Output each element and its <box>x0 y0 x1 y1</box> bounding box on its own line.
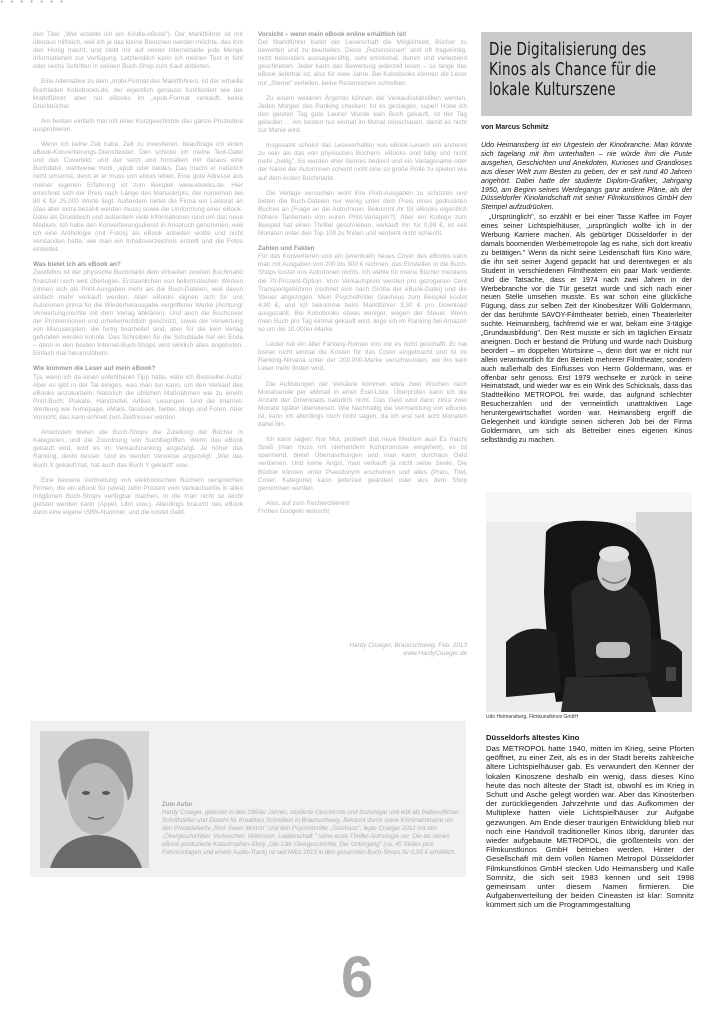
sidebar-title: Die Digitalisierung des Kinos als Chance für die lokale Kulturszene <box>489 40 657 100</box>
author-heading: Zum Autor <box>162 801 193 808</box>
paragraph: Eine bessere Verbreitung von elektronischen Büchern versprechen Firmen, die ein eBook für (etwa) zehn Prozent vom Verkaufserlös in allen möglichen Buch-Shops verfügbar machen, in die man nicht so leicht gelistet werden kann (Appel, Libri usw.). Allerdings braucht das eBook dann eine eigene ISBN-Nummer, und die kostet Geld. <box>33 476 243 516</box>
paragraph: Insgesamt scheint das Leseverhalten von eBook-Lesern ein anderes zu sein als das von physischen Büchern. eBooks sind billig und nicht mehr „heilig". Es werden eher Genres bedient und ein Verlagsname oder der Name der AutorInnen scheint nicht eine so große Rolle zu spielen wie auf dem ersten Buchmarkt. <box>258 142 467 182</box>
author-photo <box>40 731 149 868</box>
paragraph: Am besten einfach mal mit einer Kurzgeschichte das ganze Prozedere ausprobieren. <box>33 117 243 133</box>
page-number: 6 <box>341 945 374 1010</box>
paragraph: Die Verlage versuchen wohl ihre Print-Ausgaben zu schützen und bieten die Buch-Dateien nur wenig unter dem Preis eines gedruckten Buches an (Frage an die AutorInnen: Bekommt ihr für eBooks eigentlich höhere Tantiemen von euren Print-Verlagen?). Aber ein Kollege zum Beispiel hat einen Thriller geschrieben, verkauft ihn für 0,99 €, ist seit Monaten unter den Top 100 zu finden und verdient nicht schlecht. <box>258 189 467 238</box>
author-photo-illustration <box>40 731 149 868</box>
section-heading: Zahlen und Fakten <box>258 245 315 253</box>
paragraph: Leider hat ein älter Fantasy-Roman von mir es nicht geschafft. Er hat bisher nicht einmal die Kosten für das Cover eingebracht und ist im Ranking-Nirvana unter der 200.000-Marke verschwunden, wo ihn kein Leser mehr finden wird. <box>258 341 467 373</box>
photo-illustration <box>486 492 692 712</box>
header-cut-text: · · · · · · · <box>0 0 65 9</box>
signature-name: Hardy Crueger, Braunschweig, Feb. 2013 <box>349 642 467 649</box>
paragraph: Ansonsten bieten die Buch-Shops die Zuteilung der Bücher in Kategorien, und die Zuordnung von Suchbegriffen. Wenn das eBook gekauft wird, wird es im Verkaufsranking angezeigt. Je höher das Ranking, desto besser. Und es werden Verweise angezeigt: „Wer das Buch X gekauft hat, hat auch das Buch Y gekauft" usw. <box>33 429 243 469</box>
body-paragraph: „Ursprünglich", so erzählt er bei einer Tasse Kaffee im Foyer eines seiner Lichtspielhäuser, „ursprünglich wollte ich in der Werbung Karriere machen. Als gebürtiger Düsseldorfer in der damals boomenden Werbemetropole lag es nahe, sich dort kreativ zu betätigen." Wenn da nicht seine Leidenschaft fürs Kino wäre, die ihn seit seiner Jugend gepackt hat und derentwegen er als Student in verschiedenen Filmtheatern ein paar Mark verdiente. Und die Tatsache, dass er 1974 nach zwei Jahren in der Werbebranche vor die Tür gesetzt wurde und sich nach einer neuen Stelle umsehen musste. Es war schon eine glückliche Fügung, dass zur selben Zeit der Kinobesitzer Willi Goldermann, der das berühmte SAVOY-Filmtheater betrieb, einen Theaterleiter suchte. Heimansberg, fachfremd wie er war, bekam eine 3-tägige „Grundausbildung". Den Rest musste er sich im täglichen Einsatz aneignen. Doch er bestand die Prüfung und wurde nach Duisburg beordert – im doppelten Wortsinne –, denn dort war er nicht nur allein verantwortlich für den Betrieb mehrerer Filmtheater, sondern auch außerhalb des Einflusses von Herrn Goldermann, was er offenbar sehr genoss. Erst 1979 wechselte er zurück in seine Heimatstadt, und wieder war es ein Wink des Schicksals, dass das Stadtteilkino METROPOL frei wurde, das aufgrund schlechter Besucherzahlen und der vermeintlich unattraktiven Lage heruntergewirtschaftet worden war. Heimansberg ergriff die Gelegenheit und kündigte seinen sicheren Job bei der Firma Goldermann, um sich als Betreiber eines eigenen Kinos selbständig zu machen. <box>481 213 692 444</box>
paragraph: Ich kann sagen: Nur Mut, probiert das neue Medium aus! Es macht Spaß (man muss mit niemandem Kompromisse eingehen), es ist spannend, bietet Überraschungen und man kann durchaus Geld verdienen. Und keine Angst, man verkauft ja nicht seine Seele. Die Bücher können unter Pseudonym erscheinen und alles (Preis, Titel, Cover, Kategorie) kann jederzeit geändert oder aus dem Shop genommen werden. <box>258 436 467 492</box>
section-heading: Vorsicht – wenn mein eBook online erhältlich ist! <box>258 31 407 38</box>
paragraph: Also, auf zum Recherchieren! Frohes Googeln wünscht <box>258 499 350 515</box>
paragraph: Tja, wenn ich da einen unfehlbaren Tipp hätte, wäre ich Bestseller-Autor. Aber es gibt in der Tat einiges, was man tun kann, um den Verkauf des eBooks anzukurbeln. Natürlich die üblichen Maßnahmen wie zu einem Print-Buch: Plakate, Handzettel, Artikel, Lesungen. Und die Internet-Werbung wie homepage, eMails, facebook, twitter, blogs und Foren. Aber Vorsicht, das kann schnell zum Zeitfresser werden. <box>33 373 243 422</box>
author-text: Hardy Crueger, geboren in den 1960er Jahren, studierte Geschichte und Soziologie und lebt als freiberuflicher Schriftsteller und Dozent für Kreatives Schreiben in Braunschweig. Bekannt durch seine Kriminalromane um den Privatdetektiv „Rick Xaver Morton" und den Psychothriller „Glashaus", legte Crueger 2012 mit den „Ökergeschichten: Verbrechen. Wahnsinn. Leidenschaft." seine erste Thriller-Anthologie vor. Die als reines eBook produzierte Katastrophen-Story „Die 13te Okergeschichte: Der Untergang" (ca. 45 Seiten plus Fotomontagen und einem Audio-Track) ist seit März 2013 in den genannten Buch-Shops für 0,99 € erhältlich. <box>162 809 459 856</box>
intro-paragraph: Udo Heimansberg ist ein Urgestein der Kinobranche. Man könnte sich tagelang mit ihm unterhalten – nie würde ihm die Puste ausgehen, Geschichten und Anekdoten, Kurioses und Grandioses aus dieser Welt zum Besten zu geben, der er seit rund 40 Jahren angehört. Dabei hatte der studierte Diplom-Grafiker, Jahrgang 1950, am Beginn seines Werdegangs ganz andere Pläne, als der Düsseldorfer Kinolandschaft mit seiner Filmkunstkinos GmbH den Stempel aufzudrücken. <box>481 141 692 212</box>
sidebar-title-box <box>481 32 692 116</box>
paragraph: Wenn ich keine Zeit habe, Zeit zu investieren, beauftrage ich einen eBook-Konvertierungs-Dienstleister. Den schicke ich meine Text-Datei und das Coverbild, und der setzt und formatiert mir daraus eine Buchdatei, wahlweise mobi, „epub oder beides. Das macht er natürlich nicht umsonst, denn er er muss von etwas leben. Eine gute Adresse aus meiner eigenen Erfahrung ist zum Beispiel www.ebokks.de. Hier errechnet sich der Preis nach Länge des Manuskripts, der nomeman bei 80 € für 25.000 Worte liegt. Außerdem bietet die Firma ein Lektorat an (das aber extra bezahlt werden muss) sowie die Umformung einer eBook-Datei als Druckbuch und außerdem viele Informationen rund um das neue Medium. Ich habe den Konvertierungsdienst in Anspruch genommen, weil ich eine Anthologie (mit Fotos) als eBook anbieten wollte und nicht verstanden hatte, wie man ein Inhaltsverzeichnis erstellt und die Fotos einbettet. <box>33 141 243 254</box>
signature-url: www.HardyCrueger.de <box>402 650 467 658</box>
paragraph: Eine Alternative zu dem „mobi-Format des Marktführers, ist der virtuelle Buchladen Kobobooks.de, der eigentlich genauso funktioniert wie der Marktführer, aber nur eBooks im „epub-Format verkauft, keine Druckbücher. <box>33 78 243 110</box>
article-column-left <box>33 31 243 524</box>
body-paragraph-2: Das METROPOL hatte 1940, mitten im Krieg, seine Pforten geöffnet, zu einer Zeit, als es in der Stadt bereits zahlreiche ältere Lichtspielhäuser gab. Es verwundert den Kenner der lokalen Kinoszene deshalb ein wenig, dass dieses Kino heute das noch älteste der Stadt ist, obwohl es im Krieg in Schutt und Asche gelegt worden war. Aber das Kinosterben der zurückliegenden Jahrzehnte und das Aufkommen der Multiplexe hatten viele Lichtspielhäuser zur Aufgabe gezwungen. Am Ende dieser traurigen Entwicklung blieb nur noch eine Handvoll traditioneller Kinos übrig, darunter das wieder aufgebaute METROPOL, die größtenteils von der Filmkunstkinos GmbH betrieben werden. Hinter der Gesellschaft mit dem vollen Namen Metropol Düsseldorfer Filmkunstkinos GmbH stecken Udo Heimansberg und Kalle Somnitz, die sich seit 1983 kennen und seit 1998 gemeinsam unter diesem Namen firmieren. Die Aufgabenverteilung der beiden Cineasten ist klar: Somnitz kümmert sich um die Programmgestaltung <box>486 744 694 910</box>
section-heading: Was bietet ich als eBook an? <box>33 261 121 269</box>
photo-caption: Udo Heimansberg, Filmkunstkinos GmbH <box>486 714 578 720</box>
article-column-middle <box>258 31 467 523</box>
author-bio <box>162 801 462 857</box>
paragraph: Für das Konvertieren und ein (eventuell) neues Cover des eBooks kann man mit Ausgaben von 200 bis 300 € rechnen, das Einstellen in die Buch-Shops kostet uns AutorInnen nichts. Ich wähle für meine Bücher meistens die 70-Prozent-Option. Vom Verkaufspreis werden pro gezogenen Cent Transportgebühren (rechnet sich nach Größe der eBook-Datei) und die Steuer abgezogen. Mein Psychothriller Glashaus zum Beispiel kostet 4,90 €, und ich bekomme beim Marktführer 3,30 € pro Download ausgezahlt. Bei Kobobooks etwas weniger, wegen der Steuer. Wenn mein Buch pro Tag einmal gekauft wird, liege ich im Ranking bei Amazon so um die 10.000er-Marke. <box>258 253 467 334</box>
paragraph: Der Marktführer bietet der Leserschaft die Möglichkeit, Bücher zu bewerten und zu beurteilen. Diese „Rezensionen" sind oft fragwürdig, nicht besonders aussagekräftig, sehr emotional, dumm und verletzend geschrieben. Jeder kann das Bewertung jederzeit lesen – so lange das eBook lieferbar ist, also für viele Jahre. Bei Kobobooks können die Leser nur „Sterne" verteilen, keine Rezensionen schreiben. <box>258 39 467 87</box>
sidebar-article <box>481 32 692 445</box>
paragraph: Zu einem weiteren Ärgernis können die Verkaufsstatistiken werden. Jeden Morgen das Ranking checken: Ist es gestiegen, super! Hobe ich den ganzen Tag gute Laune! Wurde kein Buch gekauft, ist der Tag gelaufen ... Am besten nur einmal im Monat reinschauen, damit es nicht zur Manie wird. <box>258 94 467 135</box>
section-heading: Wie kommen die Leser auf mein eBook? <box>33 365 156 373</box>
paragraph: Zweifellos ist der physische Buchmarkt dem virtuellen zweiten Buchmarkt finanziell noch weit überlegen. Erstaunlichen von belletristischen Werken (ohnen sich als Print-Ausgaben mehr als die Buch-Dateien, weil davon einfach mehr verkauft werden. Aber eBooks eignen sich für uns Autorinnen prima für die Wiederherausgabe vergriffener Werke (Achtung! Verwertungsrechte mit dem Verlag abklären). Und auch die Buchcover der Printversionen und urheberrechtlich geschützt, sowie der Verwertung von Manuskripten, die fertig bearbeitet sind, aber für die kein Verlag gefunden werden konnte. Das Schreiben für die Schublade hat ein Ende – denn in den beiden Internet-Buch-Shops wird wirklich alles angeboten. Einfach mal herumstöbern. <box>33 269 243 358</box>
paragraph: Die Auflistungen der Verkäufe kommen etwa zwei Wochen nach Monatsende per eMmail in einer Exel-Liste. Überprüfen kann ich die Anzahl der Downloads natürlich nicht. Das Geld wird dann zirka zwei Monate später überwiesen. Wie Nachhaltig die Vermarktung von eBooks ist, kann ich allerdings noch nicht sagen, da ich erst seit acht Monaten dabei bin. <box>258 380 467 429</box>
paragraph: den Titel: „Wie erstelle ich ein Kindle-eBook"). Der Marktführer ist mir überaus hilfreich, weil ich ja das kleine Bienchen werden möchte, das ihm den Honig macht, und stellt mir auf seiner Internetseite jede Menge Informationen zur Verfügung. Letztendlich kann ich meinen Text in fünf oder sechs Schritten in seinem Buch-Shop zum Kauf anbieten. <box>33 31 243 71</box>
portrait-photo-heimansberg <box>486 492 692 712</box>
signature <box>258 642 467 658</box>
subheading-aeltestes-kino: Düsseldorfs ältestes Kino <box>486 733 580 742</box>
byline: von Marcus Schmitz <box>481 124 549 131</box>
